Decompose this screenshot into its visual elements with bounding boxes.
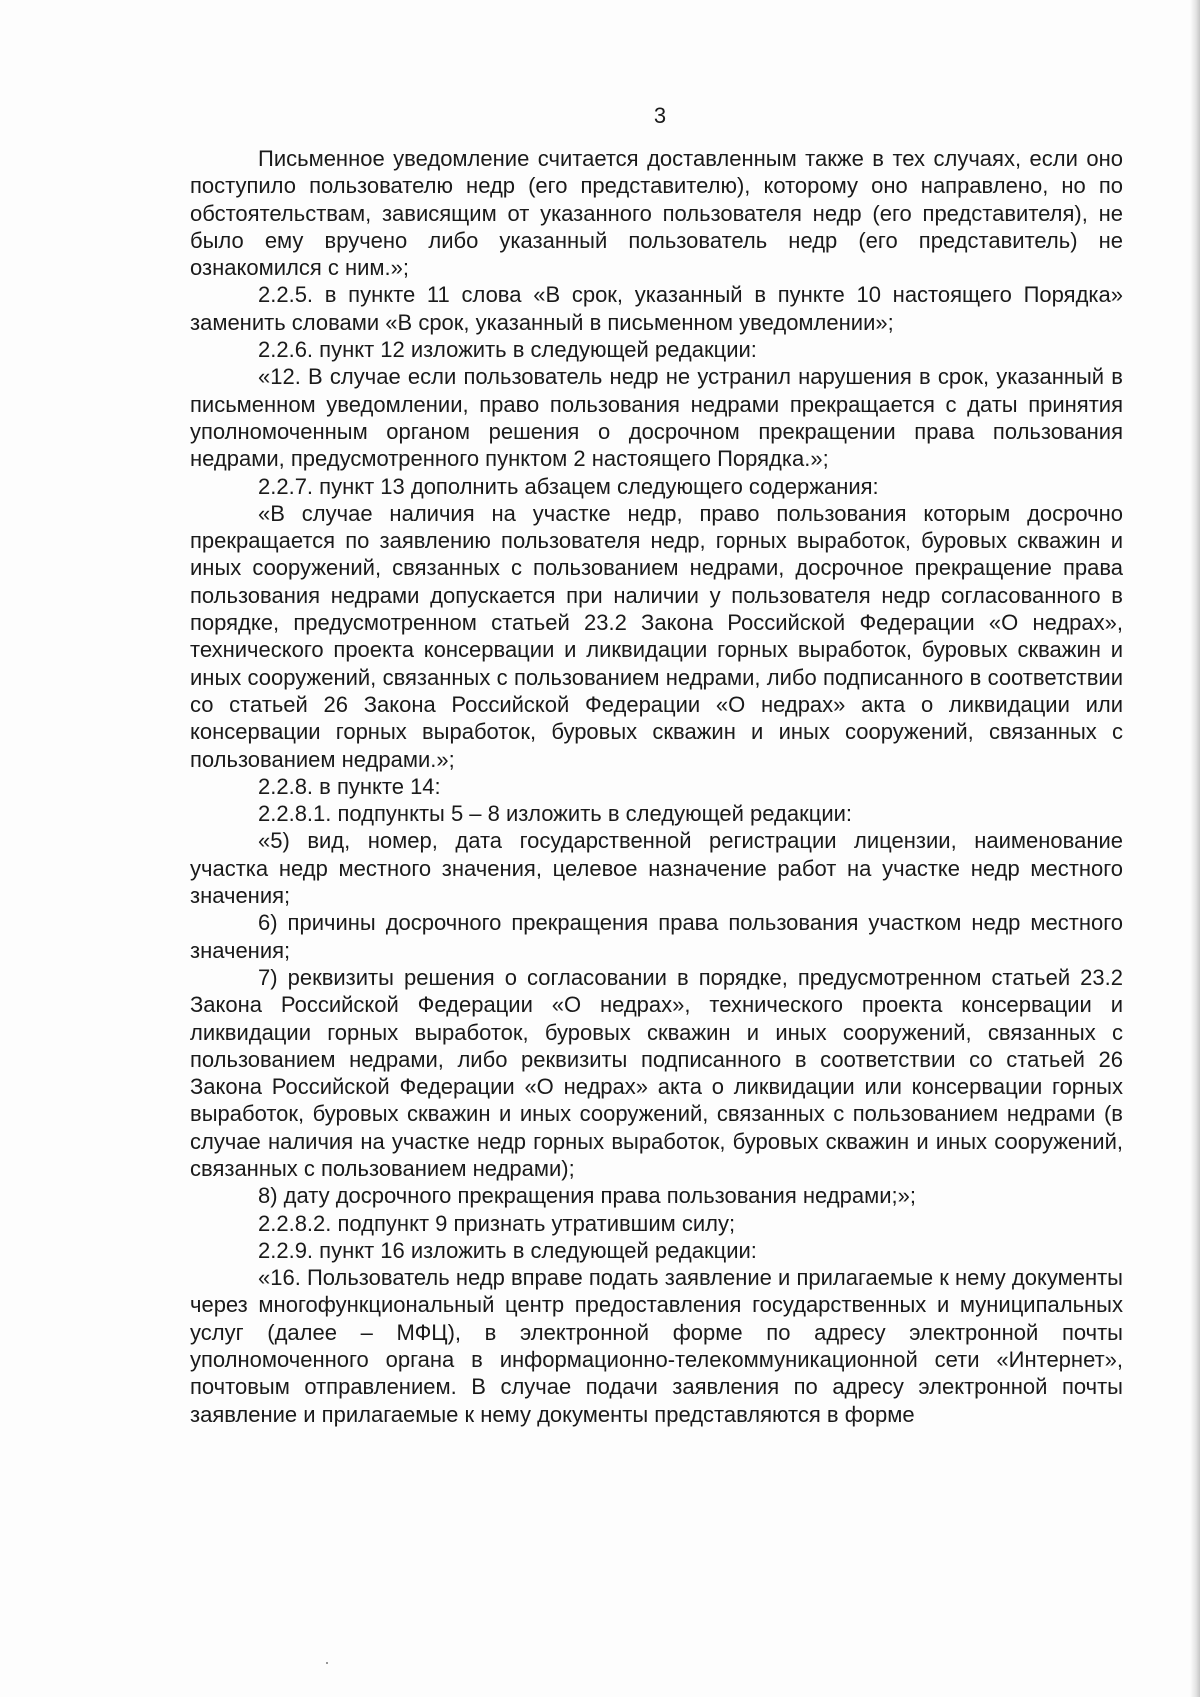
paragraph-2-2-5: 2.2.5. в пункте 11 слова «В срок, указанный в пункте 10 настоящего Порядка» заменить словами «В срок, указанный в письменном уведомлении»; [190,282,1123,335]
document-body [190,145,1123,1428]
paragraph-item-12: «12. В случае если пользователь недр не устранил нарушения в срок, указанный в письменном уведомлении, право пользования недрами прекращается с даты принятия уполномоченным органом решения о досрочном прекращении права пользования недрами, предусмотренного пунктом 2 настоящего Порядка.»; [190,364,1123,472]
paragraph-notice-delivered: Письменное уведомление считается доставленным также в тех случаях, если оно поступило пользователю недр (его представителю), которому оно направлено, но по обстоятельствам, зависящим от указанного пользователя недр (его представителя), не было ему вручено либо указанный пользователь недр (его представитель) не ознакомился с ним.»; [190,146,1123,281]
paragraph-2-2-8: 2.2.8. в пункте 14: [258,773,441,799]
paragraph-2-2-7: 2.2.7. пункт 13 дополнить абзацем следующего содержания: [258,473,879,499]
paragraph-2-2-9: 2.2.9. пункт 16 изложить в следующей редакции: [258,1237,757,1263]
paragraph-subitem-7: 7) реквизиты решения о согласовании в порядке, предусмотренном статьей 23.2 Закона Российской Федерации «О недрах», технического проекта консервации и ликвидации горных выработок, буровых скважин и иных сооружений, связанных с пользованием недрами, либо реквизиты подписанного в соответствии со статьей 26 Закона Российской Федерации «О недрах» акта о ликвидации или консервации горных выработок, буровых скважин и иных сооружений, связанных с пользованием недрами (в случае наличия на участке недр горных выработок, буровых скважин и иных сооружений, связанных с пользованием недрами); [190,964,1123,1181]
paragraph-item-16: «16. Пользователь недр вправе подать заявление и прилагаемые к нему документы через многофункциональный центр предоставления государственных и муниципальных услуг (далее – МФЦ), в электронной форме по адресу электронной почты уполномоченного органа в информационно-телекоммуникационной сети «Интернет», почтовым отправлением. В случае подачи заявления по адресу электронной почты заявление и прилагаемые к нему документы представляются в форме [190,1265,1123,1427]
scan-edge-shadow [1190,0,1200,1697]
paragraph-subitem-6: 6) причины досрочного прекращения права пользования участком недр местного значения; [190,910,1123,963]
scan-speck [326,1662,328,1664]
paragraph-subitem-8: 8) дату досрочного прекращения права пользования недрами;»; [258,1183,916,1209]
paragraph-2-2-8-2: 2.2.8.2. подпункт 9 признать утратившим силу; [258,1210,736,1236]
paragraph-2-2-6: 2.2.6. пункт 12 изложить в следующей редакции: [258,337,757,363]
paragraph-item-13-addition: «В случае наличия на участке недр, право пользования которым досрочно прекращается по заявлению пользователя недр, горных выработок, буровых скважин и иных сооружений, связанных с пользованием недрами, досрочное прекращение права пользования недрами допускается при наличии у пользователя недр согласованного в порядке, предусмотренном статьей 23.2 Закона Российской Федерации «О недрах», технического проекта консервации и ликвидации горных выработок, буровых скважин и иных сооружений, связанных с пользованием недрами, либо подписанного в соответствии со статьей 26 Закона Российской Федерации «О недрах» акта о ликвидации или консервации горных выработок, буровых скважин и иных сооружений, связанных с пользованием недрами.»; [190,500,1123,772]
page-number: 3 [653,103,667,128]
paragraph-subitem-5: «5) вид, номер, дата государственной регистрации лицензии, наименование участка недр местного значения, целевое назначение работ на участке недр местного значения; [190,828,1123,909]
paragraph-2-2-8-1: 2.2.8.1. подпункты 5 – 8 изложить в следующей редакции: [258,801,853,827]
